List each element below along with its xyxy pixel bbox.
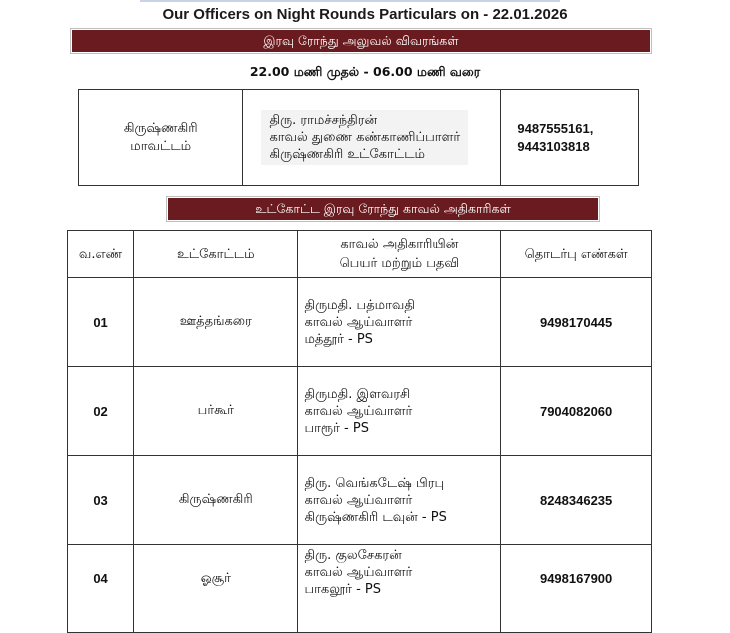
- table-row: [68, 367, 652, 456]
- row-unit: கிருஷ்ணகிரி: [134, 456, 298, 545]
- row-phone: 9498167900: [501, 545, 652, 633]
- row-phone: 7904082060: [501, 367, 652, 456]
- row-unit: ஊத்தங்கரை: [134, 278, 298, 367]
- officer-rank: காவல் ஆய்வாளர்: [304, 492, 413, 508]
- officer-station: மத்தூர் - PS: [304, 331, 373, 347]
- col-officer-header-line2: பெயர் மற்றும் பதவி: [339, 256, 460, 271]
- row-officer: [298, 456, 501, 545]
- col-officer-header-line1: காவல் அதிகாரியின்: [340, 237, 459, 252]
- officer-name: திரு. வெங்கடேஷ் பிரபு: [304, 475, 445, 491]
- district-officer-cell: [243, 90, 501, 186]
- row-unit: பர்கூர்: [134, 367, 298, 456]
- district-name-line1: கிருஷ்ணகிரி: [123, 120, 198, 136]
- district-officer-rank: காவல் துணை கண்காணிப்பாளர்: [269, 130, 461, 145]
- row-sno: 02: [68, 367, 134, 456]
- district-name-line2: மாவட்டம்: [130, 138, 192, 154]
- col-sno-header: வ.எண்: [68, 231, 134, 278]
- district-officer-block: [261, 110, 468, 165]
- district-phone-2: 9443103818: [517, 138, 590, 154]
- col-phone-header: தொடர்பு எண்கள்: [501, 231, 652, 278]
- night-rounds-banner: இரவு ரோந்து அலுவல் விவரங்கள்: [72, 30, 650, 52]
- officer-rank: காவல் ஆய்வாளர்: [304, 565, 413, 580]
- officer-station: கிருஷ்ணகிரி டவுன் - PS: [304, 509, 447, 525]
- table-header-row: [68, 231, 652, 278]
- officer-station: பாரூர் - PS: [304, 420, 369, 436]
- officer-name: திருமதி. பத்மாவதி: [304, 297, 416, 313]
- row-phone: 8248346235: [501, 456, 652, 545]
- officer-station: பாகலூர் - PS: [304, 582, 381, 597]
- officer-name: திருமதி. இளவரசி: [304, 386, 411, 402]
- col-unit-header: உட்கோட்டம்: [134, 231, 298, 278]
- row-sno: 03: [68, 456, 134, 545]
- row-unit: ஓசூர்: [134, 545, 298, 633]
- row-officer: [298, 545, 501, 633]
- district-officer-unit: கிருஷ்ணகிரி உட்கோட்டம்: [269, 147, 425, 162]
- timing-text: 22.00 மணி முதல் - 06.00 மணி வரை: [249, 64, 481, 79]
- subdivision-officers-banner: உட்கோட்ட இரவு ரோந்து காவல் அதிகாரிகள்: [168, 198, 598, 220]
- officer-rank: காவல் ஆய்வாளர்: [304, 403, 413, 419]
- row-officer: [298, 367, 501, 456]
- row-officer: [298, 278, 501, 367]
- district-row: [79, 90, 639, 186]
- row-sno: 04: [68, 545, 134, 633]
- table-row: [68, 545, 652, 633]
- page-title: Our Officers on Night Rounds Particulars on - 22.01.2026: [162, 6, 568, 23]
- row-sno: 01: [68, 278, 134, 367]
- row-phone: 9498170445: [501, 278, 652, 367]
- district-name-cell: [79, 90, 243, 186]
- table-row: [68, 278, 652, 367]
- district-officer-name: திரு. ராமச்சந்திரன்: [269, 113, 378, 128]
- district-phone-cell: [501, 90, 639, 186]
- subdivision-officers-table: [67, 230, 652, 633]
- district-phone-1: 9487555161,: [517, 120, 594, 136]
- district-officer-table: [78, 89, 639, 186]
- top-rule: [140, 0, 560, 2]
- officer-rank: காவல் ஆய்வாளர்: [304, 314, 413, 330]
- table-row: [68, 456, 652, 545]
- col-officer-header: [298, 231, 501, 278]
- officer-name: திரு. குலசேகரன்: [304, 548, 402, 563]
